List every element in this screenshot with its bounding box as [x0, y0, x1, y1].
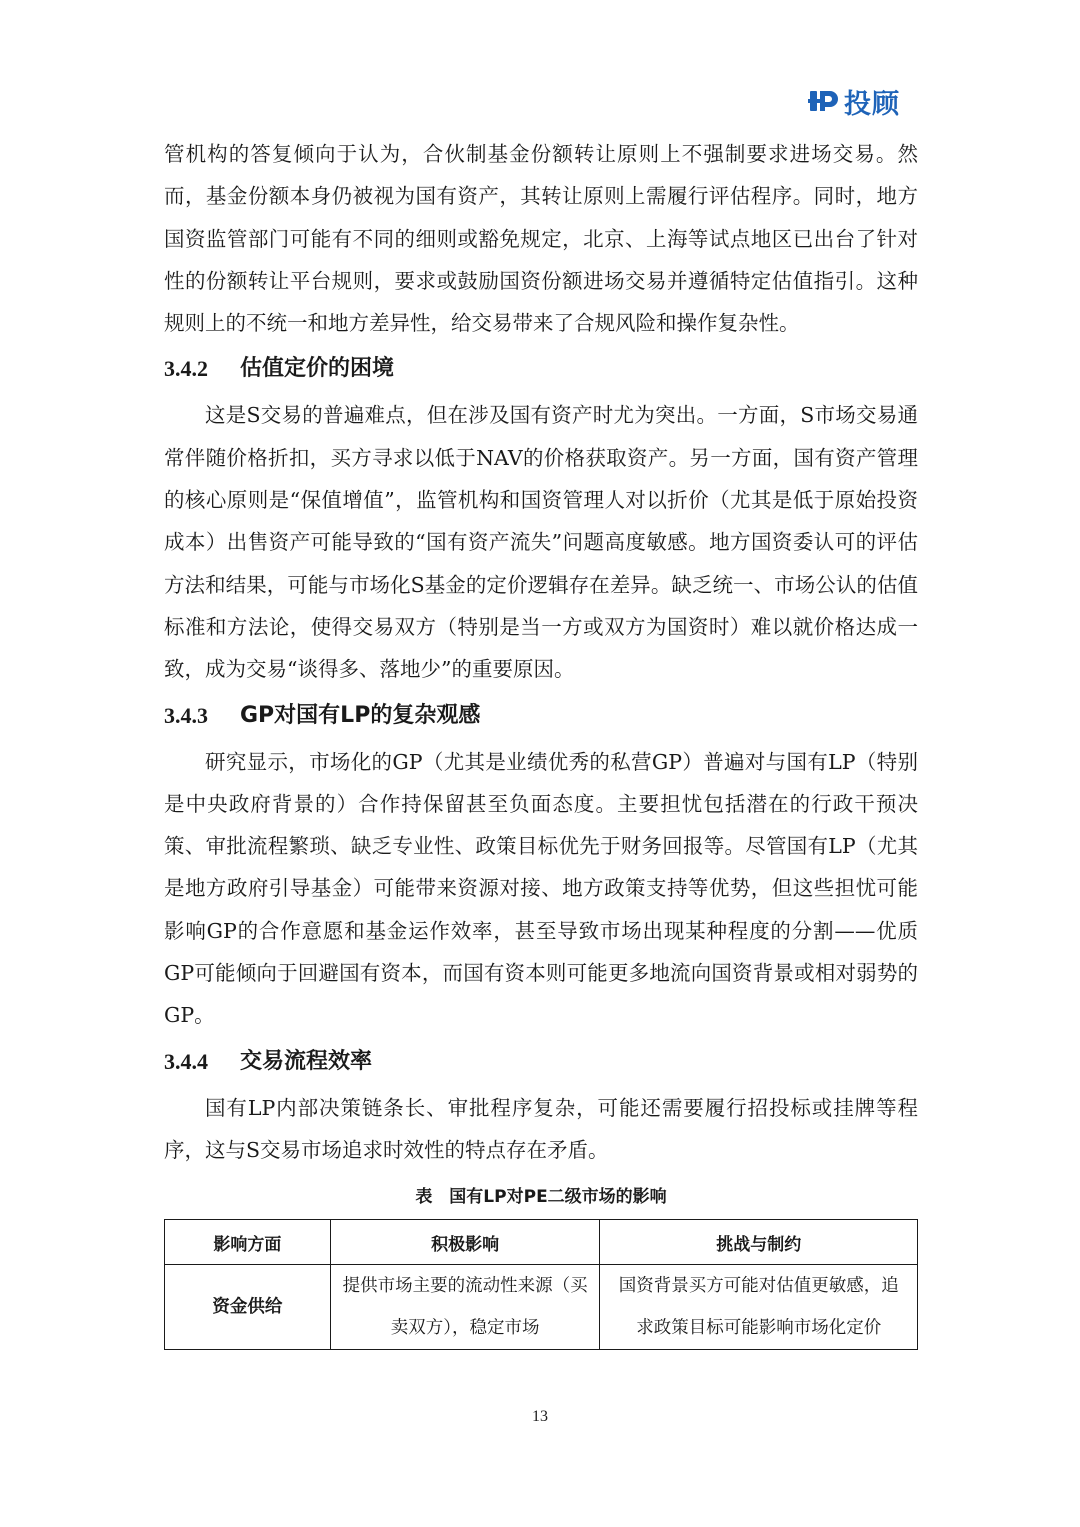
- table-header-cell: 积极影响: [330, 1220, 600, 1265]
- document-body: [164, 133, 918, 1350]
- section-title: 估值定价的困境: [240, 356, 395, 382]
- brand-logo-text: 投顾: [844, 88, 900, 120]
- impact-table: [164, 1219, 918, 1350]
- table-header-row: [165, 1220, 918, 1265]
- section-number: 3.4.4: [164, 1048, 208, 1074]
- brand-logo: [808, 84, 900, 118]
- brand-logo-icon: [808, 85, 840, 117]
- table-caption: 表 国有LP对PE二级市场的影响: [415, 1187, 667, 1208]
- paragraph-valuation: 这是S交易的普遍难点，但在涉及国有资产时尤为突出。一方面，S市场交易通常伴随价格折扣，买方寻求以低于NAV的价格获取资产。另一方面，国有资产管理的核心原则是“保值增值”，监管机构和国资管理人对以折价（尤其是低于原始投资成本）出售资产可能导致的“国有资产流失”问题高度敏感。地方国资委认可的评估方法和结果，可能与市场化S基金的定价逻辑存在差异。缺乏统一、市场公认的估值标准和方法论，使得交易双方（特别是当一方或双方为国资时）难以就价格达成一致，成为交易“谈得多、落地少”的重要原因。: [164, 403, 918, 682]
- section-heading-3-4-2: [164, 344, 918, 394]
- section-number: 3.4.2: [164, 356, 208, 382]
- section-heading-3-4-3: [164, 691, 918, 741]
- table-cell-challenge: 国资背景买方可能对估值更敏感，追求政策目标可能影响市场化定价: [600, 1265, 918, 1350]
- section-title: 交易流程效率: [240, 1048, 373, 1074]
- section-number: 3.4.3: [164, 702, 208, 728]
- table-cell-positive: 提供市场主要的流动性来源（买卖双方），稳定市场: [330, 1265, 600, 1350]
- section-heading-3-4-4: [164, 1037, 918, 1087]
- table-header-cell: 影响方面: [165, 1220, 331, 1265]
- paragraph-process-efficiency: 国有LP内部决策链条长、审批程序复杂，可能还需要履行招投标或挂牌等程序，这与S交易市场追求时效性的特点存在矛盾。: [164, 1095, 918, 1162]
- section-title: GP对国有LP的复杂观感: [240, 702, 481, 728]
- table-row: [165, 1265, 918, 1350]
- paragraph-continuation: 管机构的答复倾向于认为，合伙制基金份额转让原则上不强制要求进场交易。然而，基金份额本身仍被视为国有资产，其转让原则上需履行评估程序。同时，地方国资监管部门可能有不同的细则或豁免规定，北京、上海等试点地区已出台了针对性的份额转让平台规则，要求或鼓励国资份额进场交易并遵循特定估值指引。这种规则上的不统一和地方差异性，给交易带来了合规风险和操作复杂性。: [164, 142, 918, 336]
- paragraph-gp-perception: 研究显示，市场化的GP（尤其是业绩优秀的私营GP）普遍对与国有LP（特别是中央政府背景的）合作持保留甚至负面态度。主要担忧包括潜在的行政干预决策、审批流程繁琐、缺乏专业性、政策目标优先于财务回报等。尽管国有LP（尤其是地方政府引导基金）可能带来资源对接、地方政策支持等优势，但这些担忧可能影响GP的合作意愿和基金运作效率，甚至导致市场出现某种程度的分割——优质GP可能倾向于回避国有资本，而国有资本则可能更多地流向国资背景或相对弱势的GP。: [164, 749, 918, 1028]
- page-number: 13: [532, 1408, 548, 1425]
- table-header-cell: 挑战与制约: [600, 1220, 918, 1265]
- table-cell-aspect: 资金供给: [165, 1265, 331, 1350]
